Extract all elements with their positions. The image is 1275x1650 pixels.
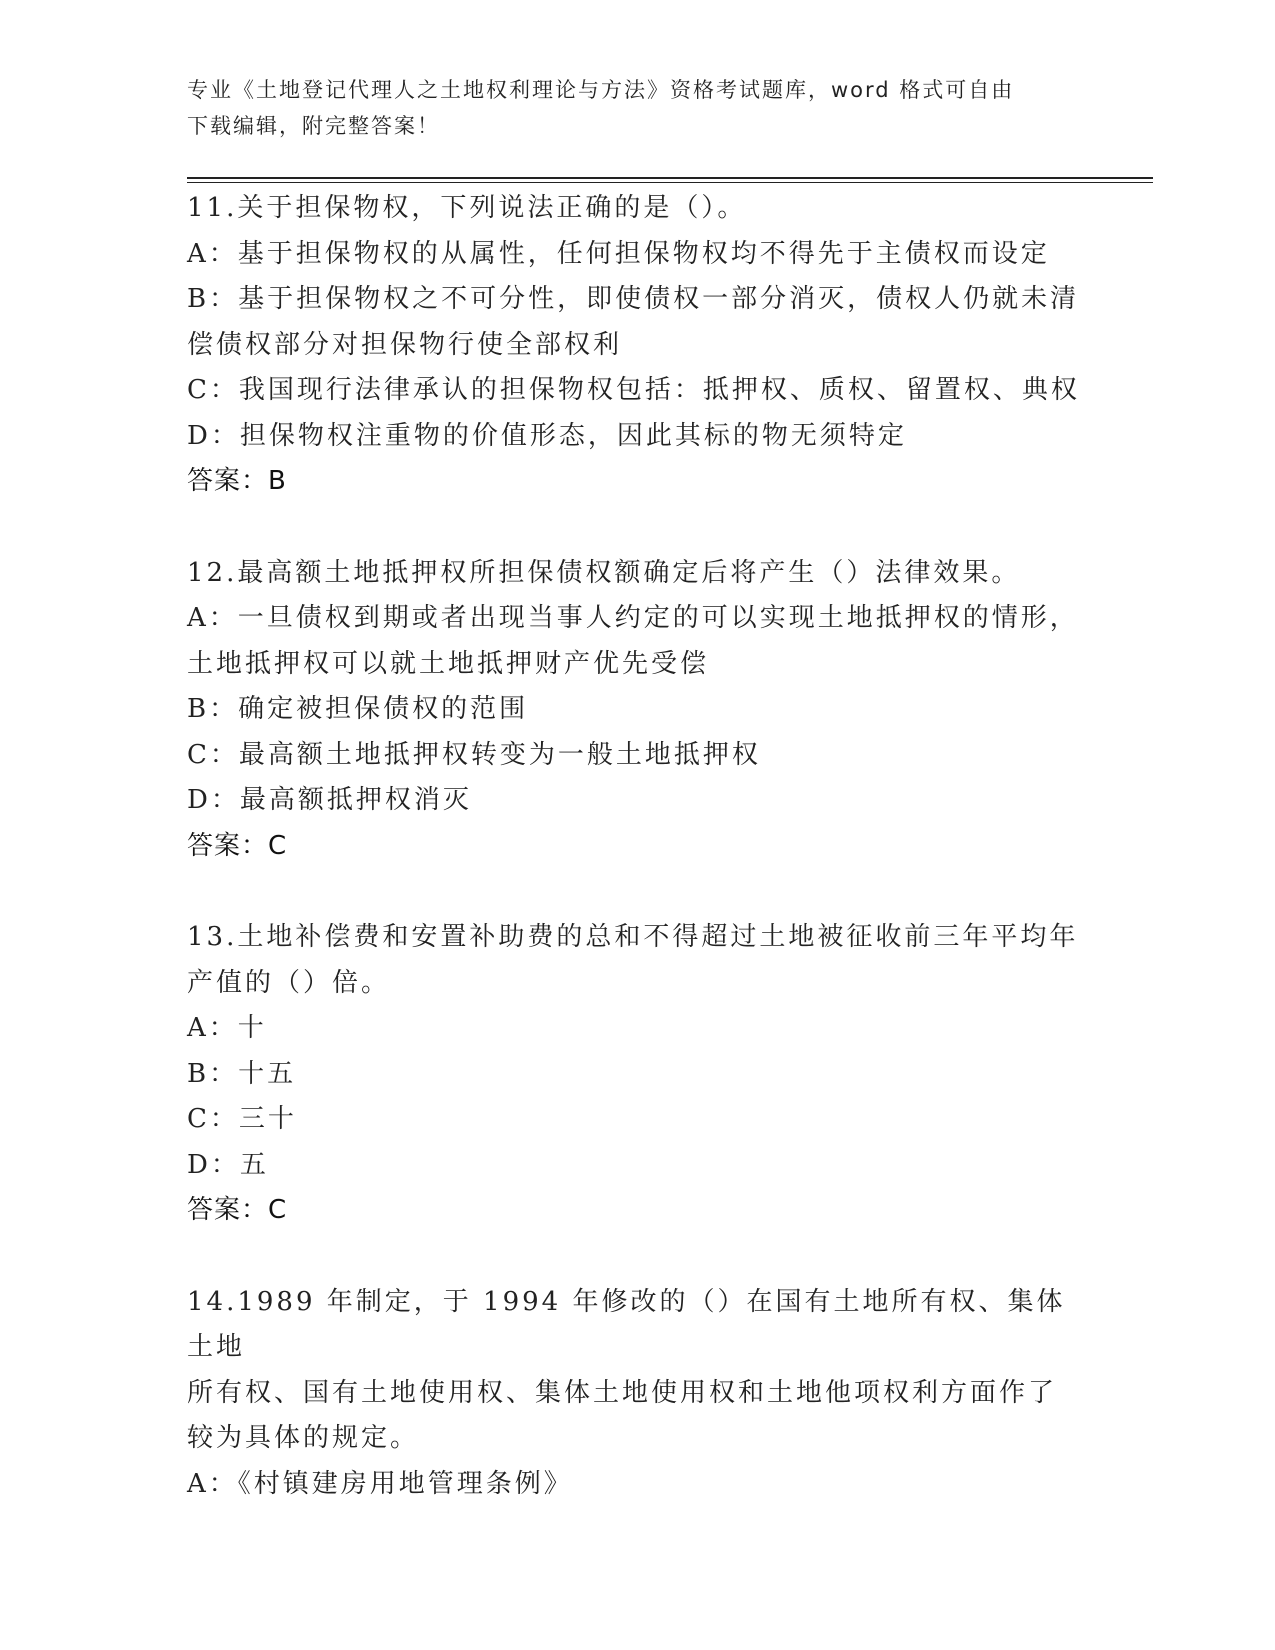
document-header	[187, 72, 1067, 144]
header-line-2: 下载编辑，附完整答案！	[187, 114, 440, 138]
question-list	[187, 186, 1087, 1553]
answer-text: 答案：B	[187, 466, 287, 496]
header-rule-thin	[187, 182, 1153, 183]
question-text: 较为具体的规定。	[187, 1423, 420, 1453]
option-text: 土地抵押权可以就土地抵押财产优先受偿	[187, 648, 710, 679]
option-text: C：最高额土地抵押权转变为一般土地抵押权	[187, 739, 761, 770]
question-text: 13.土地补偿费和安置补助费的总和不得超过土地被征收前三年平均年	[187, 922, 1079, 952]
option-text: C：三十	[187, 1104, 297, 1134]
option-text: B：十五	[187, 1058, 297, 1089]
question-text: 11.关于担保物权，下列说法正确的是（）。	[187, 193, 747, 223]
option-text: B：确定被担保债权的范围	[187, 694, 529, 724]
question-text: 14.1989 年制定，于 1994 年修改的（）在国有土地所有权、集体土地	[187, 1286, 1066, 1362]
answer-text: 答案：C	[187, 1195, 288, 1225]
question-text: 产值的（）倍。	[187, 967, 391, 998]
answer-text: 答案：C	[187, 830, 288, 861]
question-block	[187, 915, 1087, 1234]
header-line-1: 专业《土地登记代理人之土地权利理论与方法》资格考试题库，word 格式可自由	[187, 78, 1015, 102]
option-text: D：最高额抵押权消灭	[187, 785, 472, 815]
option-text: A：基于担保物权的从属性，任何担保物权均不得先于主债权而设定	[187, 238, 1050, 269]
question-block	[187, 186, 1087, 505]
option-text: 偿债权部分对担保物行使全部权利	[187, 329, 623, 360]
option-text: A：一旦债权到期或者出现当事人约定的可以实现土地抵押权的情形，	[187, 603, 1079, 633]
header-rule-thick	[187, 177, 1153, 179]
option-text: D：五	[187, 1149, 269, 1180]
question-block	[187, 551, 1087, 870]
option-text: A：《村镇建房用地管理条例》	[187, 1468, 573, 1499]
question-text: 所有权、国有土地使用权、集体土地使用权和土地他项权利方面作了	[187, 1377, 1058, 1408]
question-block	[187, 1280, 1087, 1508]
option-text: B：基于担保物权之不可分性，即使债权一部分消灭，债权人仍就未清	[187, 284, 1080, 314]
question-text: 12.最高额土地抵押权所担保债权额确定后将产生（）法律效果。	[187, 557, 1021, 588]
option-text: D：担保物权注重物的价值形态，因此其标的物无须特定	[187, 420, 907, 451]
option-text: C：我国现行法律承认的担保物权包括：抵押权、质权、留置权、典权	[187, 375, 1080, 405]
option-text: A：十	[187, 1013, 267, 1043]
